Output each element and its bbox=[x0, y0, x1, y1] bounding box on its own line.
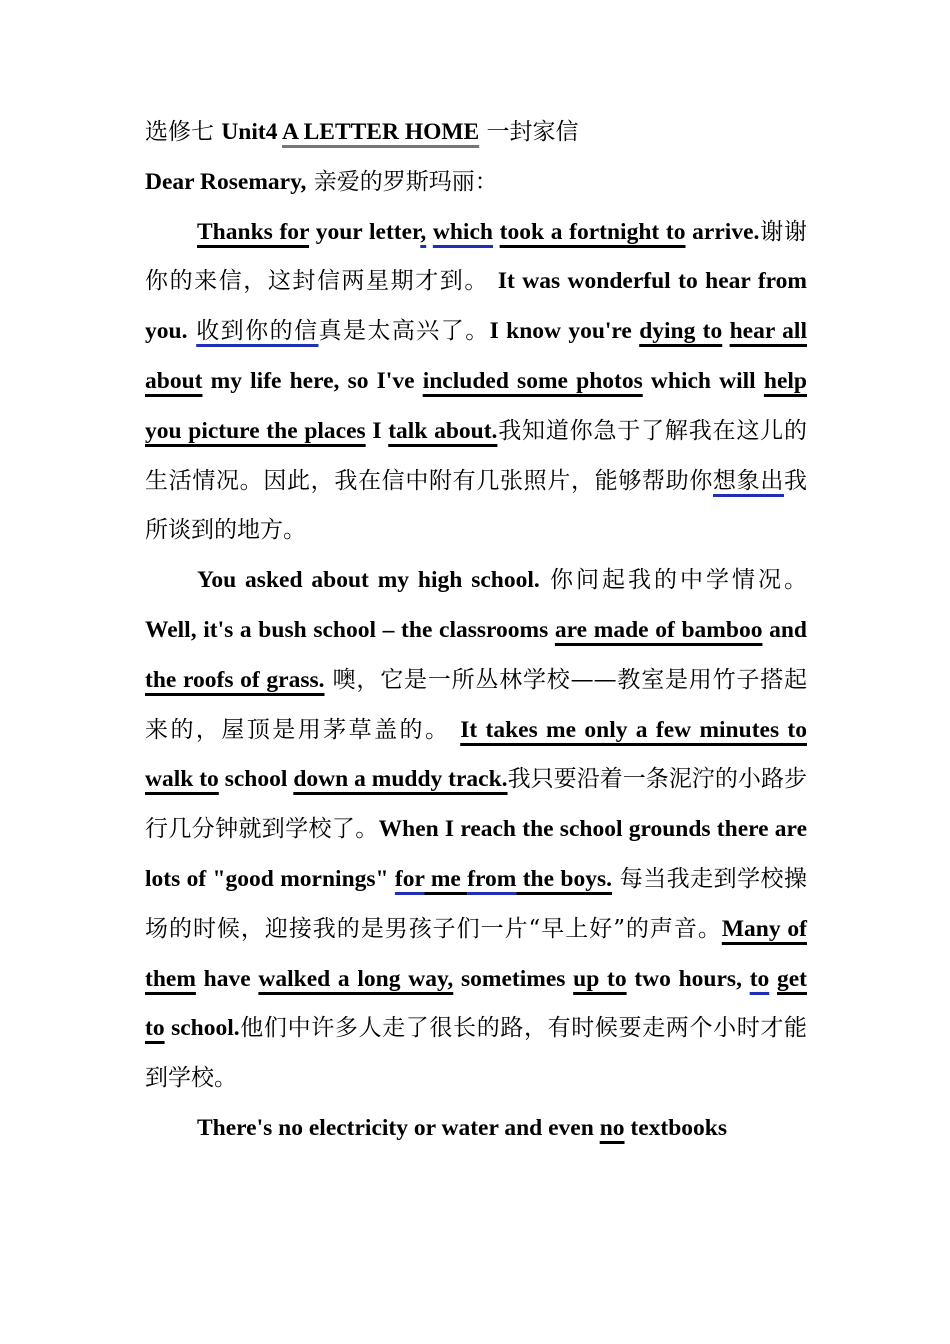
translation: 我只要沿着一条泥泞的小路步行几分钟就到学校了。 bbox=[145, 766, 807, 843]
text: I know you're bbox=[489, 318, 640, 345]
phrase: included some photos bbox=[422, 367, 643, 394]
title-prefix: 选修七 bbox=[145, 119, 222, 145]
phrase: Thanks for bbox=[197, 218, 310, 245]
title-name: A LETTER HOME bbox=[282, 119, 480, 145]
phrase: the roofs of grass. bbox=[145, 666, 325, 693]
text: arrive. bbox=[685, 218, 760, 245]
paragraph-1 bbox=[145, 208, 807, 557]
text: textbooks bbox=[624, 1114, 728, 1141]
translation: 噢，它是一所丛林学校——教室是用竹子搭起来的，屋顶是用茅草盖的。 bbox=[145, 666, 807, 743]
text: have bbox=[195, 965, 259, 992]
phrase: down a muddy track. bbox=[293, 766, 508, 793]
translation-phrase: 收到你的信 bbox=[196, 318, 319, 345]
translation-phrase: 想象出 bbox=[713, 467, 785, 494]
phrase: for bbox=[394, 865, 425, 892]
text: school. bbox=[164, 1015, 240, 1042]
phrase: about bbox=[145, 367, 203, 394]
greeting-zh: 亲爱的罗斯玛丽： bbox=[306, 168, 498, 195]
translation: 真是太高兴了。 bbox=[318, 318, 490, 345]
translation: 你问起我的中学情况。 bbox=[539, 567, 807, 594]
text: There's no electricity or water and even bbox=[197, 1114, 600, 1141]
letter-document bbox=[145, 108, 807, 1154]
greeting bbox=[145, 158, 807, 208]
text bbox=[722, 318, 729, 344]
phrase: are made of bamboo bbox=[554, 616, 763, 643]
phrase: Many of them bbox=[145, 915, 807, 992]
greeting-en: Dear Rosemary, bbox=[145, 168, 307, 195]
phrase: which bbox=[432, 218, 493, 245]
translation: 每当我走到学校操场的时候，迎接我的是男孩子们一片“早上好”的声音。 bbox=[145, 865, 807, 942]
document-title bbox=[145, 108, 807, 158]
phrase: to bbox=[749, 965, 770, 992]
phrase: the boys. bbox=[516, 865, 612, 892]
text: You asked about my high school. bbox=[197, 567, 540, 594]
phrase: get to bbox=[145, 965, 808, 1042]
translation bbox=[187, 318, 196, 344]
paragraph-2 bbox=[145, 556, 807, 1104]
text bbox=[769, 966, 777, 992]
phrase: walk to bbox=[145, 766, 219, 793]
paragraph-3 bbox=[145, 1104, 807, 1154]
title-suffix: 一封家信 bbox=[479, 119, 579, 145]
text: which will bbox=[642, 367, 764, 394]
translation: 我所谈到的地方。 bbox=[145, 467, 808, 544]
phrase: talk about. bbox=[388, 417, 498, 444]
phrase: hear all bbox=[729, 318, 807, 345]
text: sometimes bbox=[453, 965, 574, 992]
phrase: dying to bbox=[639, 318, 723, 345]
text: your letter bbox=[309, 218, 421, 245]
phrase: , bbox=[420, 218, 427, 245]
phrase: from bbox=[467, 865, 517, 892]
translation: 谢谢你的来信，这封信两星期才到。 bbox=[145, 218, 808, 295]
text: my life here, so I've bbox=[202, 367, 423, 394]
translation: 他们中许多人走了很长的路，有时候要走两个小时才能到学校。 bbox=[145, 1015, 808, 1092]
phrase: me bbox=[424, 865, 468, 892]
phrase: up to bbox=[573, 965, 627, 992]
text bbox=[426, 219, 433, 245]
translation: 我知道你急于了解我在这儿的生活情况。因此，我在信中附有几张照片，能够帮助你 bbox=[145, 417, 807, 494]
text: Well, it's a bush school – the classrooms bbox=[145, 616, 555, 643]
phrase: took a fortnight to bbox=[499, 218, 686, 245]
text: It was wonderful to hear from you. bbox=[145, 268, 807, 345]
text bbox=[493, 219, 500, 245]
text: two hours, bbox=[626, 965, 750, 992]
phrase: help you picture the places bbox=[145, 367, 807, 444]
phrase: no bbox=[599, 1114, 625, 1141]
text: I bbox=[365, 417, 389, 444]
text: school bbox=[218, 766, 294, 793]
phrase: It takes me only a few minutes to bbox=[460, 716, 807, 743]
text: and bbox=[762, 616, 807, 643]
text: When I reach the school grounds there are lots of "good mornings" bbox=[145, 816, 807, 892]
title-unit: Unit4 bbox=[221, 119, 283, 145]
phrase: walked a long way, bbox=[258, 965, 454, 992]
